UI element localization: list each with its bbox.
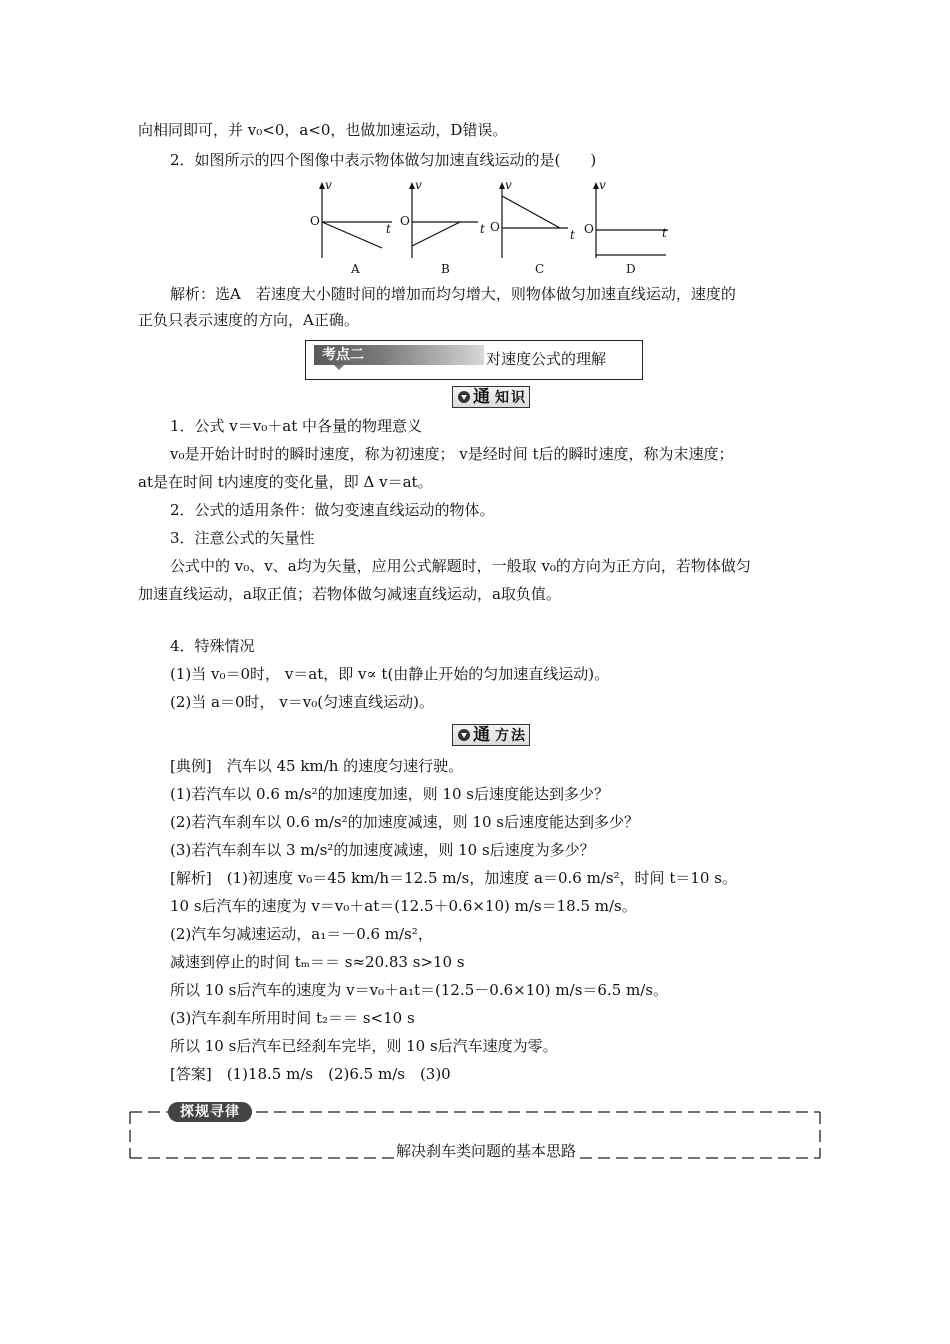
- topic-banner: [305, 340, 643, 380]
- graph-c-t-label: t: [570, 228, 575, 242]
- text-line: 加速直线运动，a取正值；若物体做匀减速直线运动，a取负值。: [138, 585, 561, 603]
- text-line: 2．公式的适用条件：做匀变速直线运动的物体。: [170, 501, 495, 519]
- triangle-icon: [458, 391, 470, 403]
- graph-c-caption: C: [535, 262, 545, 276]
- text-line: 4．特殊情况: [170, 637, 255, 655]
- text-line: (2)当 a＝0时， v＝v₀(匀速直线运动)。: [170, 693, 434, 711]
- solution-line: 所以 10 s后汽车的速度为 v＝v₀＋a₁t＝(12.5－0.6×10) m/s＝6.5 m/s。: [170, 981, 668, 999]
- graph-a-caption: A: [351, 262, 360, 276]
- graph-b-caption: B: [441, 262, 450, 276]
- text-line: 公式中的 v₀、v、a均为矢量，应用公式解题时，一般取 v₀的方向为正方向，若物体做匀: [170, 557, 751, 575]
- notch-icon: [334, 365, 344, 370]
- graph-d-origin: O: [584, 222, 594, 236]
- rule-tag: 探规寻律: [168, 1102, 252, 1122]
- topic-tag: [314, 345, 484, 365]
- section-small-label: 知识: [495, 390, 527, 406]
- text-line: at是在时间 t内速度的变化量，即 Δ v＝at。: [138, 473, 433, 491]
- graph-b-t-label: t: [480, 222, 485, 236]
- analysis-line: 解析：选A 若速度大小随时间的增加而均匀增大，则物体做匀加速直线运动，速度的: [170, 285, 736, 303]
- section-small-label: 方法: [495, 728, 527, 744]
- graph-d-caption: D: [626, 262, 636, 276]
- text-line: 向相同即可，并 v₀<0，a<0，也做加速运动，D错误。: [138, 121, 508, 139]
- solution-line: 减速到停止的时间 tₘ＝＝ s≈20.83 s>10 s: [170, 953, 465, 971]
- solution-line: (2)汽车匀减速运动，a₁＝－0.6 m/s²，: [170, 925, 433, 943]
- section-big-char: 通: [473, 387, 490, 407]
- section-method-tag: [452, 724, 530, 746]
- analysis-line: 正负只表示速度的方向，A正确。: [138, 311, 359, 329]
- section-big-char: 通: [473, 725, 490, 745]
- example-line: (3)若汽车刹车以 3 m/s²的加速度减速，则 10 s后速度为多少？: [170, 841, 595, 859]
- text-line: 3．注意公式的矢量性: [170, 529, 315, 547]
- graph-c-v-label: v: [505, 178, 512, 192]
- text-line: v₀是开始计时时的瞬时速度，称为初速度； v是经时间 t后的瞬时速度，称为末速度；: [170, 445, 734, 463]
- topic-title: 对速度公式的理解: [486, 350, 607, 368]
- text-line: 1．公式 v＝v₀＋at 中各量的物理意义: [170, 417, 423, 435]
- example-line: (1)若汽车以 0.6 m/s²的加速度加速，则 10 s后速度能达到多少？: [170, 785, 609, 803]
- graph-b-origin: O: [400, 214, 410, 228]
- triangle-icon: [458, 729, 470, 741]
- answer-line: [答案] (1)18.5 m/s (2)6.5 m/s (3)0: [170, 1065, 451, 1083]
- solution-line: [解析] (1)初速度 v₀＝45 km/h＝12.5 m/s，加速度 a＝0.6 m/s²，时间 t＝10 s。: [170, 869, 737, 887]
- text-line: (1)当 v₀＝0时， v＝at，即 v∝ t(由静止开始的匀加速直线运动)。: [170, 665, 610, 683]
- graph-a-t-label: t: [386, 222, 391, 236]
- graph-a-v-label: v: [325, 178, 332, 192]
- solution-line: 10 s后汽车的速度为 v＝v₀＋at＝(12.5＋0.6×10) m/s＝18.5 m/s。: [170, 897, 637, 915]
- graph-c-origin: O: [490, 220, 500, 234]
- solution-line: 所以 10 s后汽车已经刹车完毕，则 10 s后汽车速度为零。: [170, 1037, 558, 1055]
- graph-d-v-label: v: [599, 178, 606, 192]
- graph-b-v-label: v: [415, 178, 422, 192]
- graph-d-t-label: t: [662, 226, 667, 240]
- section-knowledge-tag: [452, 386, 530, 408]
- example-line: [典例] 汽车以 45 km/h 的速度匀速行驶。: [170, 757, 464, 775]
- topic-tag-label: 考点二: [322, 347, 364, 363]
- solution-line: (3)汽车刹车所用时间 t₂＝＝ s<10 s: [170, 1009, 415, 1027]
- example-line: (2)若汽车刹车以 0.6 m/s²的加速度减速，则 10 s后速度能达到多少？: [170, 813, 639, 831]
- graph-a-origin: O: [310, 214, 320, 228]
- question-line: 2．如图所示的四个图像中表示物体做匀加速直线运动的是( ): [170, 151, 597, 169]
- rule-title: 解决刹车类问题的基本思路: [396, 1142, 577, 1160]
